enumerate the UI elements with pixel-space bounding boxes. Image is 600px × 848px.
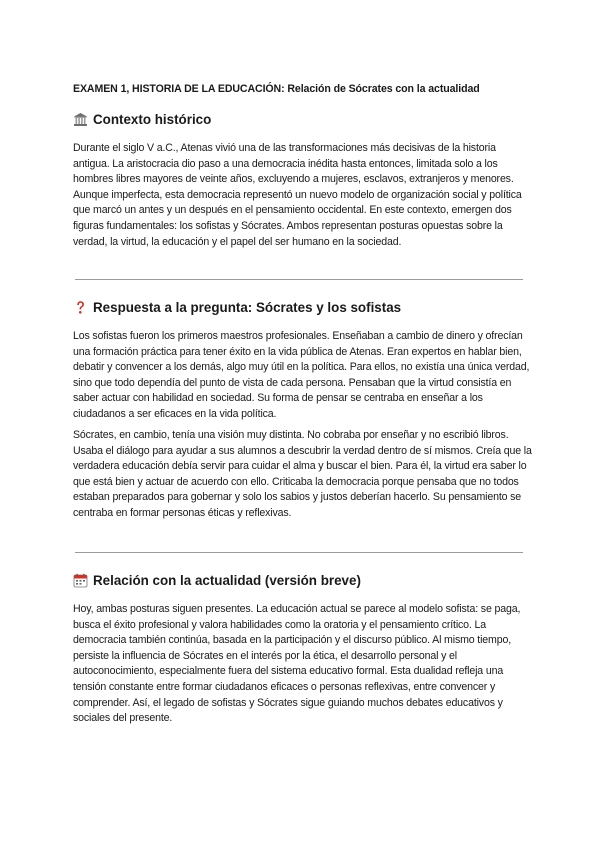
section-heading-text: Contexto histórico [93,112,212,127]
horizontal-divider [75,279,523,280]
paragraph: Los sofistas fueron los primeros maestros profesionales. Enseñaban a cambio de dinero y ofrecían una formación práctica para tener éxito en la vida pública de Atenas. Eran expertos en hablar bien, debatir y convencer a los demás, algo muy útil en la política. Para ellos, no existía una única verdad, sino que todo dependía del punto de vista de cada persona. Pensaban que la virtud consistía en saber actuar con habilidad en sociedad. Su forma de pensar se centraba en enseñar a los ciudadanos a ser eficaces en la vida política. [73,330,530,420]
paragraph: Hoy, ambas posturas siguen presentes. La educación actual se parece al modelo sofista: se paga, busca el éxito profesional y valora habilidades como la oratoria y el pensamiento crítico. La democracia también continúa, basada en la participación y el discurso público. Al mismo tiempo, persiste la influencia de Sócrates en el interés por la ética, el desarrollo personal y el autoconocimiento, especialmente fuera del sistema educativo formal. Esta dualidad refleja una tensión constante entre formar ciudadanos eficaces o personas reflexivas, entre convencer y comprender. Así, el legado de sofistas y Sócrates sigue guiando muchos debates educativos y sociales del presente. [73,603,521,725]
section-heading-historical-context [73,112,211,127]
calendar-icon [73,573,88,588]
document-title: EXAMEN 1, HISTORIA DE LA EDUCACIÓN: Relación de Sócrates con la actualidad [73,83,480,95]
paragraph: Sócrates, en cambio, tenía una visión muy distinta. No cobraba por enseñar y no escribió libros. Usaba el diálogo para ayudar a sus alumnos a descubrir la verdad dentro de sí mismos. Creía que la verdadera educación debía servir para cuidar el alma y buscar el bien. Para él, la virtud era saber lo que está bien y actuar de acuerdo con ello. Criticaba la democracia porque pensaba que no todos estaban preparados para gobernar y solo los sabios y justos deberían hacerlo. Su pensamiento se centraba en formar personas éticas y reflexivas. [73,429,532,519]
question-mark-icon [73,300,88,315]
classical-building-icon [73,112,88,127]
section-heading-text: Relación con la actualidad (versión breve) [93,573,361,588]
section-heading-socrates-sophists [73,300,401,315]
horizontal-divider [75,552,523,553]
section-heading-text: Respuesta a la pregunta: Sócrates y los sofistas [93,300,402,315]
section-heading-current-relation [73,573,361,588]
paragraph: Durante el siglo V a.C., Atenas vivió una de las transformaciones más decisivas de la historia antigua. La aristocracia dio paso a una democracia inédita hasta entonces, limitada solo a los hombres libres mayores de veinte años, excluyendo a mujeres, esclavos, extranjeros y menores. Aunque imperfecta, esta democracia representó un nuevo modelo de organización social y política que marcó un antes y un después en el pensamiento occidental. En este contexto, emergen dos figuras fundamentales: los sofistas y Sócrates. Ambos representan posturas opuestas sobre la verdad, la virtud, la educación y el papel del ser humano en la sociedad. [73,142,522,248]
